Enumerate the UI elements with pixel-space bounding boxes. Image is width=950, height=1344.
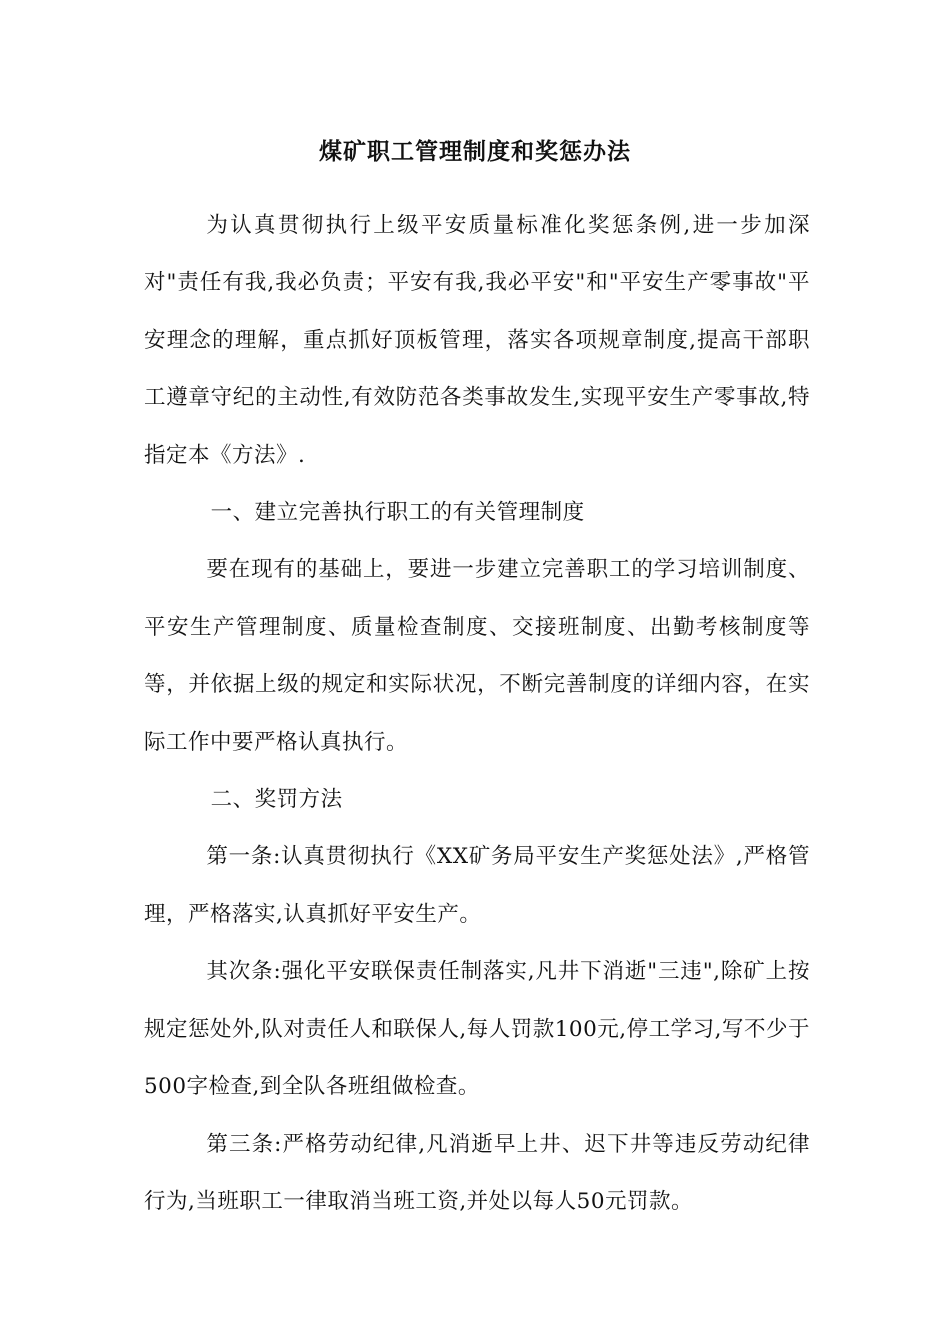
- article-2-paragraph: 其次条:强化平安联保责任制落实,凡井下消逝"三违",除矿上按规定惩处外,队对责任人和联保人,每人罚款100元,停工学习,写不少于500字检查,到全队各班组做检查。: [144, 959, 810, 1100]
- section-heading-2: 二、奖罚方法: [210, 787, 343, 813]
- document-title: 煤矿职工管理制度和奖惩办法: [319, 138, 631, 165]
- section-1-paragraph: 要在现有的基础上，要进一步建立完善职工的学习培训制度、平安生产管理制度、质量检查制度、交接班制度、出勤考核制度等等，并依据上级的规定和实际状况，不断完善制度的详细内容，在实际工作中要严格认真执行。: [144, 557, 810, 755]
- article-3-paragraph: 第三条:严格劳动纪律,凡消逝早上井、迟下井等违反劳动纪律行为,当班职工一律取消当班工资,并处以每人50元罚款。: [144, 1131, 810, 1214]
- intro-paragraph: 为认真贯彻执行上级平安质量标准化奖惩条例,进一步加深对"责任有我,我必负责；平安有我,我必平安"和"平安生产零事故"平安理念的理解，重点抓好顶板管理，落实各项规章制度,提高干部职工遵章守纪的主动性,有效防范各类事故发生,实现平安生产零事故,特指定本《方法》.: [144, 213, 810, 468]
- document-body: [144, 197, 810, 1230]
- article-1-paragraph: 第一条:认真贯彻执行《XX矿务局平安生产奖惩处法》,严格管理，严格落实,认真抓好平安生产。: [144, 844, 810, 927]
- section-heading-1: 一、建立完善执行职工的有关管理制度: [210, 500, 585, 526]
